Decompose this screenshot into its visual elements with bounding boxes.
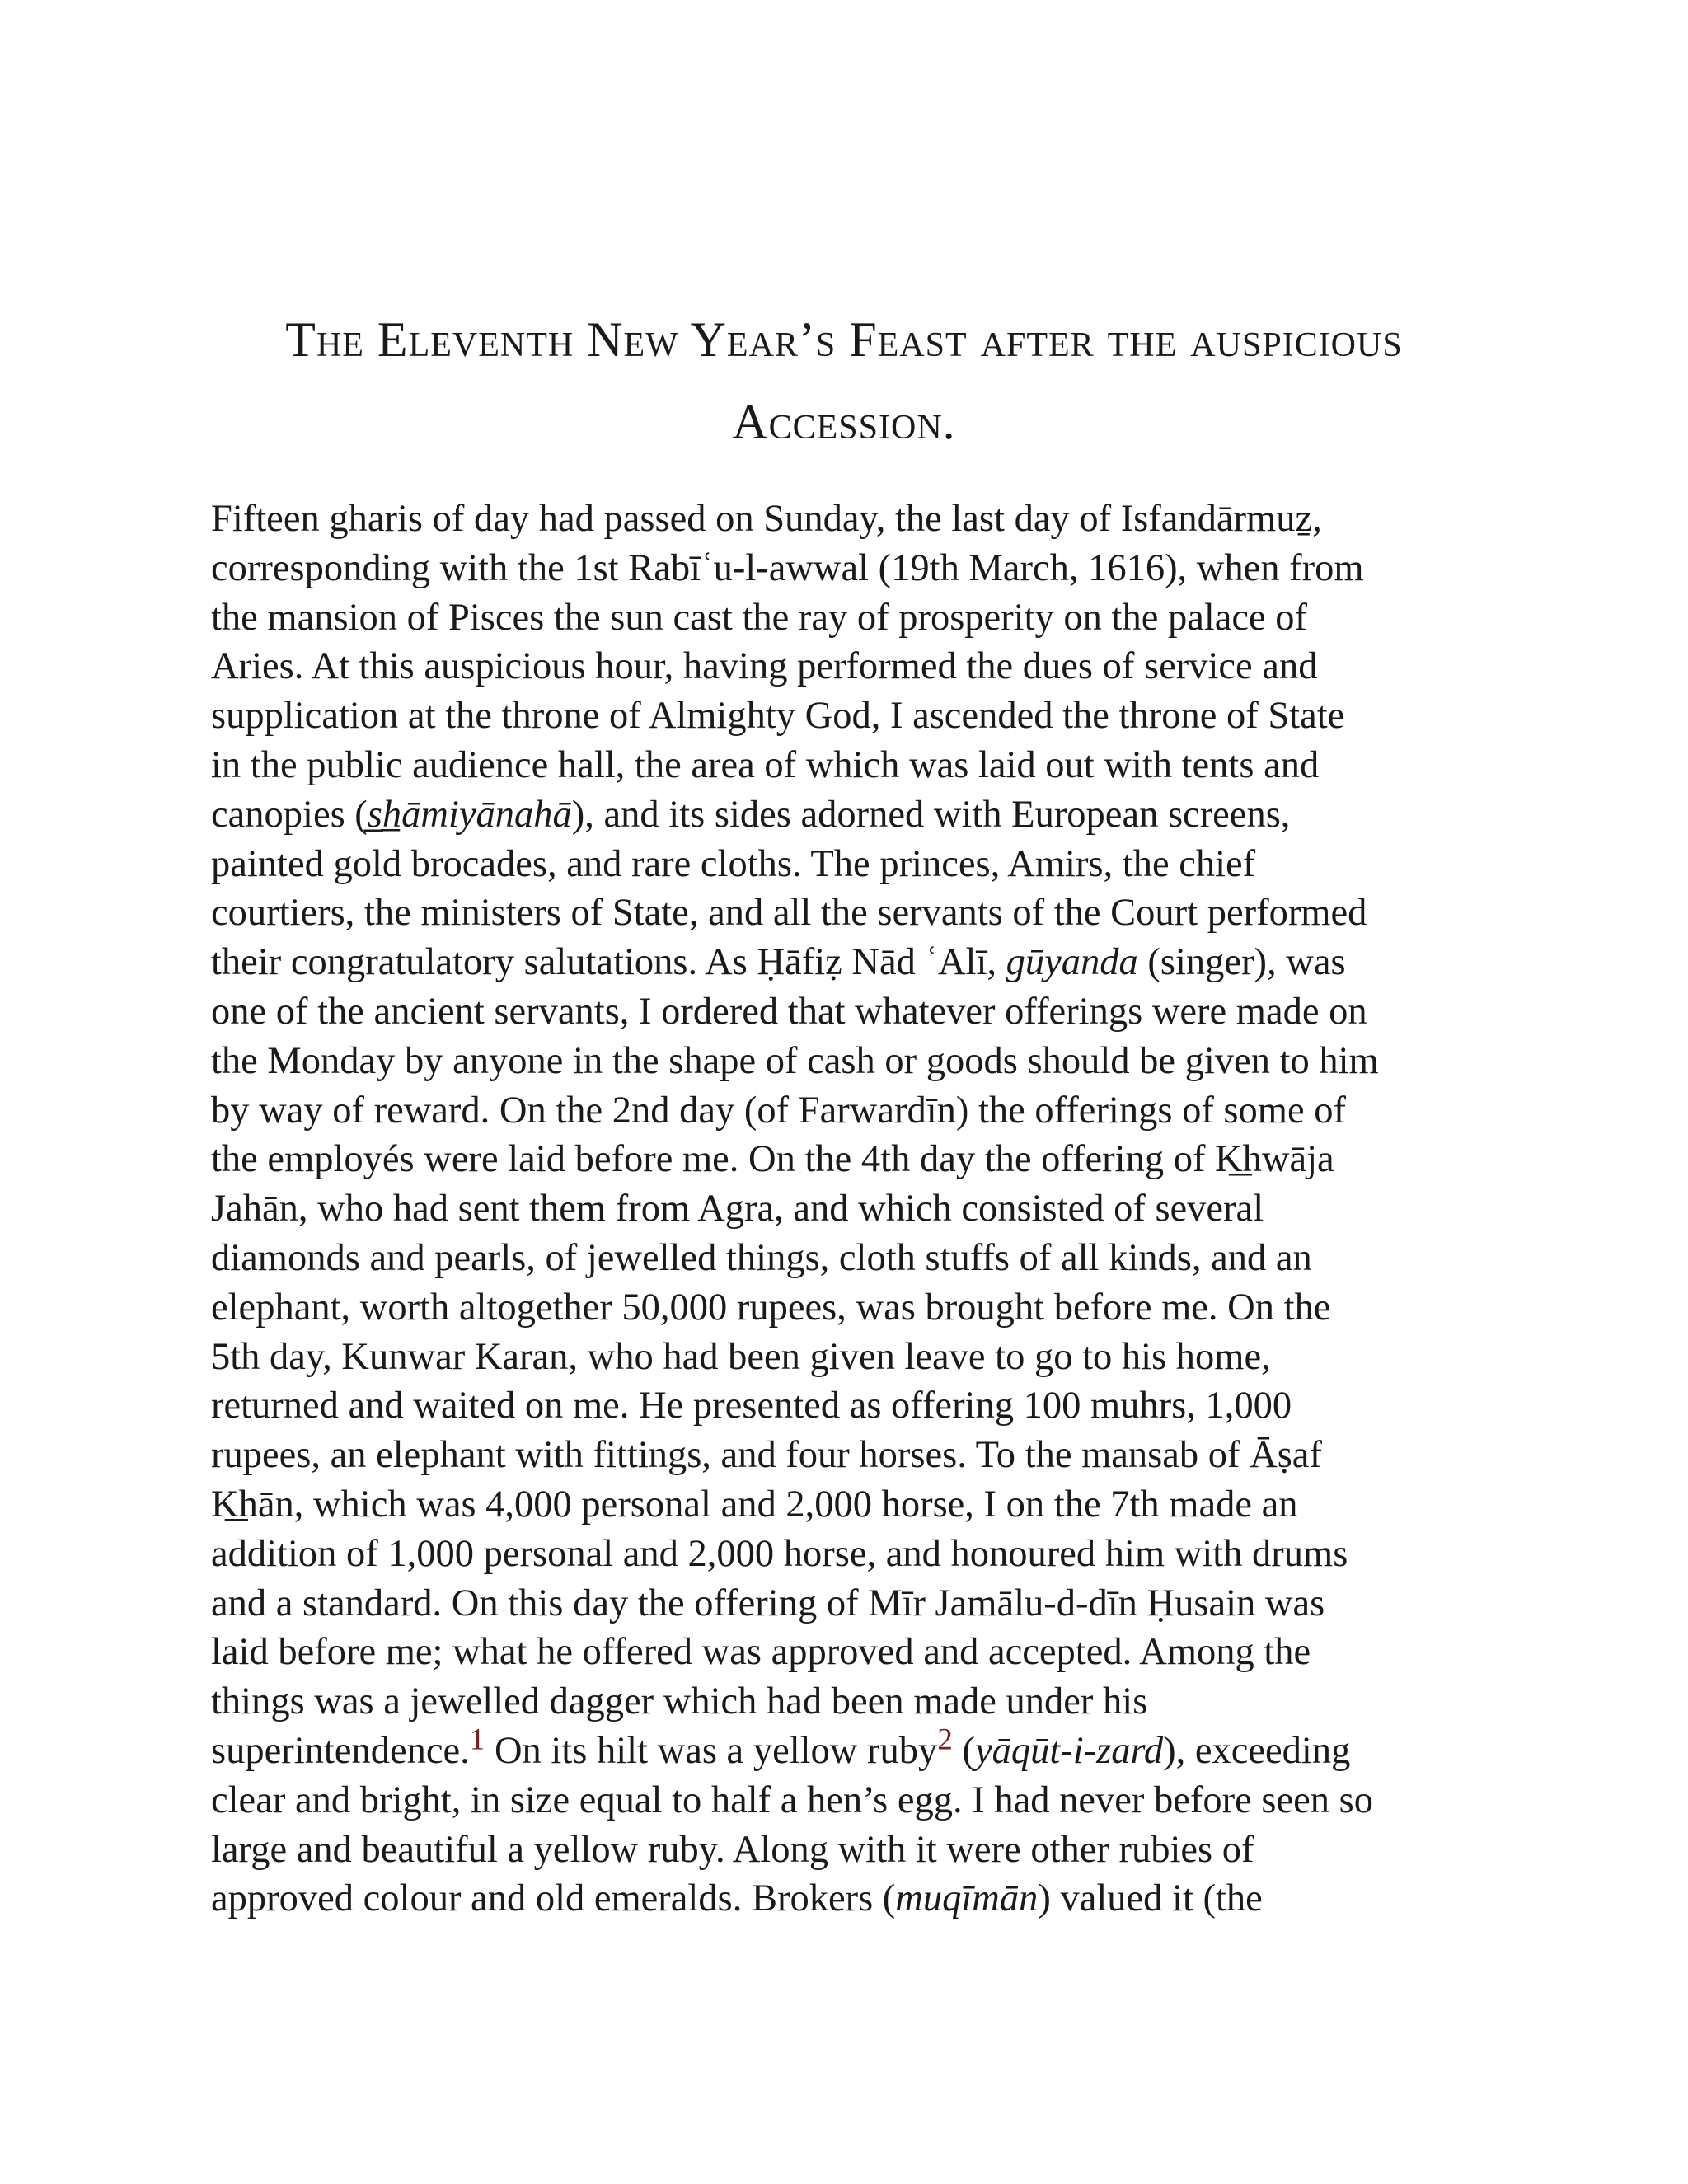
text-line: corresponding with the 1st Rabīʿu-l-awwal (19th March, 1616), when from	[211, 546, 1364, 589]
text-line: the Monday by anyone in the shape of cash or goods should be given to him	[211, 1039, 1379, 1082]
text-line	[211, 938, 1497, 987]
italic-term: gūyanda	[1006, 941, 1138, 984]
italic-term: s̲h̲āmiyānahā	[367, 793, 572, 836]
text-segment: (singer), was	[1137, 941, 1346, 984]
text-line: large and beautiful a yellow ruby. Along with it were other rubies of	[211, 1828, 1254, 1871]
body-paragraph	[211, 494, 1497, 1924]
text-line: things was a jewelled dagger which had been made under his	[211, 1680, 1148, 1723]
text-line: supplication at the throne of Almighty God, I ascended the throne of State	[211, 695, 1345, 738]
text-line: in the public audience hall, the area of which was laid out with tents and	[211, 743, 1320, 786]
text-line: returned and waited on me. He presented as offering 100 muhrs, 1,000	[211, 1385, 1292, 1427]
chapter-heading	[165, 298, 1523, 463]
text-line: and a standard. On this day the offering of Mīr Jamālu-d-dīn Ḥusain was	[211, 1582, 1325, 1624]
text-segment: ), exceeding	[1163, 1729, 1351, 1772]
text-line: 5th day, Kunwar Karan, who had been given leave to go to his home,	[211, 1335, 1271, 1378]
text-line: K͟hān, which was 4,000 personal and 2,000 horse, I on the 7th made an	[211, 1483, 1298, 1526]
text-line: clear and bright, in size equal to half a hen’s egg. I had never before seen so	[211, 1779, 1373, 1821]
text-line: addition of 1,000 personal and 2,000 horse, and honoured him with drums	[211, 1532, 1348, 1575]
text-line: one of the ancient servants, I ordered that whatever offerings were made on	[211, 990, 1367, 1033]
text-segment: (	[952, 1729, 975, 1772]
text-line: Aries. At this auspicious hour, having performed the dues of service and	[211, 645, 1318, 688]
text-line: the employés were laid before me. On the 4th day the offering of K͟hwāja	[211, 1138, 1334, 1181]
text-segment: ), and its sides adorned with European screens,	[571, 793, 1291, 836]
text-segment: ) valued it (the	[1038, 1877, 1263, 1920]
text-line: diamonds and pearls, of jewelled things, cloth stuffs of all kinds, and an	[211, 1236, 1312, 1279]
text-line	[211, 1874, 1497, 1924]
text-line	[211, 1722, 1497, 1776]
chapter-heading-line-2: Accession.	[732, 395, 956, 449]
footnote-marker-2[interactable]: 2	[937, 1722, 953, 1757]
text-segment: On its hilt was a yellow ruby	[485, 1729, 938, 1772]
italic-term: muqīmān	[895, 1877, 1039, 1920]
text-line: Jahān, who had sent them from Agra, and which consisted of several	[211, 1188, 1264, 1230]
text-line: by way of reward. On the 2nd day (of Farwardīn) the offerings of some of	[211, 1089, 1346, 1132]
text-line: courtiers, the ministers of State, and all the servants of the Court performed	[211, 892, 1367, 935]
text-line: Fifteen gharis of day had passed on Sunday, the last day of Isfandārmuẕ,	[211, 498, 1322, 540]
text-line: laid before me; what he offered was approved and accepted. Among the	[211, 1631, 1311, 1674]
text-line: elephant, worth altogether 50,000 rupees, was brought before me. On the	[211, 1286, 1331, 1329]
text-line	[211, 790, 1497, 840]
chapter-heading-line-1: The Eleventh New Year’s Feast after the auspicious	[285, 312, 1403, 367]
footnote-marker-1[interactable]: 1	[469, 1722, 485, 1757]
text-segment: superintendence.	[211, 1729, 470, 1772]
text-line: rupees, an elephant with fittings, and four horses. To the mansab of Āṣaf	[211, 1434, 1322, 1477]
text-segment: their congratulatory salutations. As Ḥāfiẓ Nād ʿAlī,	[211, 941, 1006, 984]
text-segment: canopies (	[211, 793, 368, 836]
text-line: the mansion of Pisces the sun cast the ray of prosperity on the palace of	[211, 596, 1308, 639]
italic-term: yāqūt-i-zard	[974, 1729, 1164, 1772]
text-segment: approved colour and old emeralds. Brokers (	[211, 1877, 896, 1920]
text-line: painted gold brocades, and rare cloths. The princes, Amirs, the chief	[211, 842, 1256, 885]
